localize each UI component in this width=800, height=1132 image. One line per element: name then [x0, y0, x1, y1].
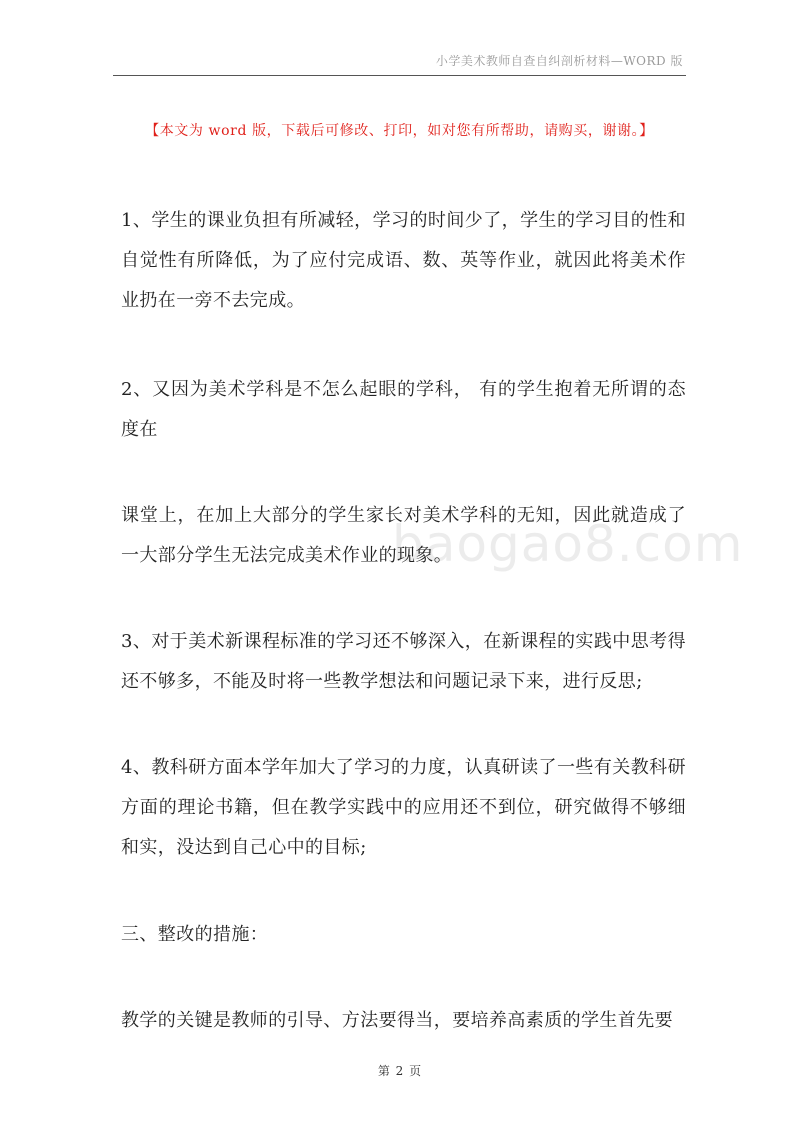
paragraph-7: 教学的关键是教师的引导、方法要得当，要培养高素质的学生首先要	[121, 1010, 673, 1031]
page-number: 第 2 页	[377, 1064, 423, 1078]
paragraph-4: 3、对于美术新课程标准的学习还不够深入，在新课程的实践中思考得还不够多，不能及时将一些教学想法和问题记录下来，进行反思;	[121, 631, 686, 692]
paragraph-3: 课堂上，在加上大部分的学生家长对美术学科的无知，因此就造成了一大部分学生无法完成美术作业的现象。	[121, 505, 686, 566]
section-heading: 三、整改的措施：	[121, 924, 269, 945]
paragraph-1: 1、学生的课业负担有所减轻，学习的时间少了，学生的学习目的性和自觉性有所降低，为了应付完成语、数、英等作业，就因此将美术作业扔在一旁不去完成。	[121, 210, 686, 311]
purchase-notice: 【本文为 word 版，下载后可修改、打印，如对您有所帮助，请购买，谢谢。】	[145, 123, 654, 139]
header-divider	[113, 75, 686, 76]
paragraph-5: 4、教科研方面本学年加大了学习的力度，认真研读了一些有关教科研方面的理论书籍，但在教学实践中的应用还不到位，研究做得不够细和实，没达到自己心中的目标;	[121, 757, 686, 858]
watermark: baogao8.com	[392, 515, 744, 573]
paragraph-2: 2、又因为美术学科是不怎么起眼的学科， 有的学生抱着无所谓的态度在	[121, 379, 686, 440]
header-title: 小学美术教师自查自纠剖析材料—WORD 版	[435, 54, 683, 68]
